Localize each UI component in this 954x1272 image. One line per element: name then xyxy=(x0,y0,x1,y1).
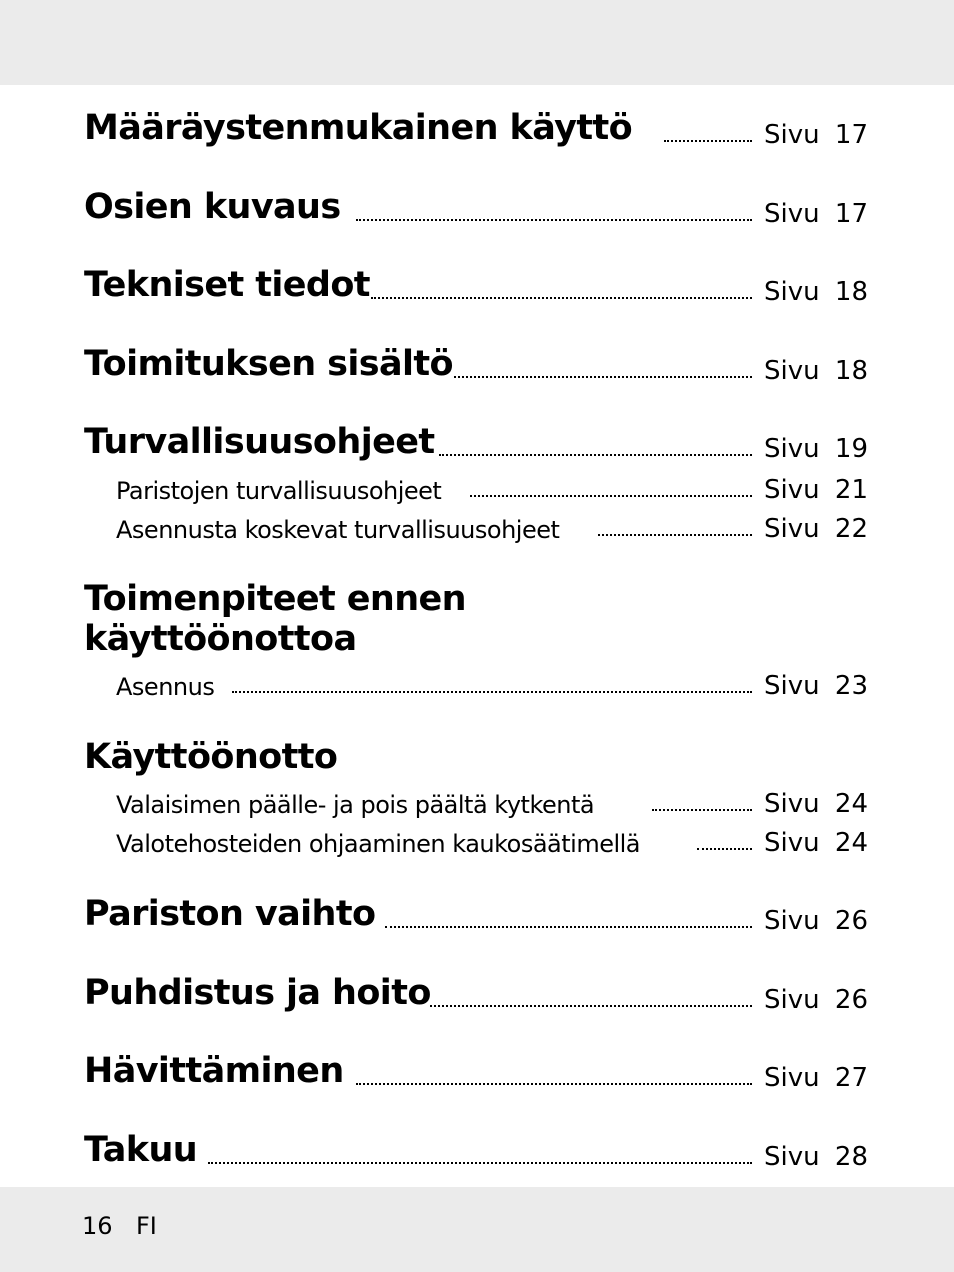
page-label: Sivu xyxy=(764,906,820,936)
dot-leader xyxy=(356,219,752,221)
dot-leader xyxy=(697,848,752,850)
dot-leader xyxy=(454,376,752,378)
dot-leader xyxy=(470,495,752,497)
toc-entry-title: Turvallisuusohjeet xyxy=(84,422,435,462)
footer-language: FI xyxy=(136,1212,157,1240)
toc-subentry[interactable] xyxy=(0,777,954,821)
toc-page-number: 18 xyxy=(834,356,868,386)
toc-subentry[interactable] xyxy=(0,463,954,507)
header-band xyxy=(0,0,954,85)
page-label: Sivu xyxy=(764,1142,820,1172)
dot-leader xyxy=(356,1083,752,1085)
toc-page-number: 24 xyxy=(834,789,868,819)
toc-entry-title: Osien kuvaus xyxy=(84,187,341,227)
dot-leader xyxy=(439,454,752,456)
footer-page-number: 16 xyxy=(82,1212,113,1240)
toc-entry-title: Hävittäminen xyxy=(84,1051,344,1091)
page-label: Sivu xyxy=(764,434,820,464)
toc-entry-title: Toimituksen sisältö xyxy=(84,344,453,384)
toc-page-number: 21 xyxy=(834,475,868,505)
dot-leader xyxy=(385,926,752,928)
toc-page-number: 27 xyxy=(834,1063,868,1093)
toc-entry-title: Takuu xyxy=(84,1130,198,1170)
toc-entry[interactable] xyxy=(0,422,954,466)
toc-subentry-title: Valotehosteiden ohjaaminen kaukosäätimellä xyxy=(116,830,641,858)
toc-page-number: 26 xyxy=(834,906,868,936)
page-label: Sivu xyxy=(764,199,820,229)
dot-leader xyxy=(371,297,752,299)
toc-entry[interactable] xyxy=(0,265,954,309)
toc-page-number: 17 xyxy=(834,199,868,229)
toc-subentry[interactable] xyxy=(0,659,954,703)
dot-leader xyxy=(664,140,752,142)
toc-subentry[interactable] xyxy=(0,502,954,546)
toc-subentry-title: Asennus xyxy=(116,673,215,701)
toc-page-number: 23 xyxy=(834,671,868,701)
page-label: Sivu xyxy=(764,475,820,505)
toc-subentry[interactable] xyxy=(0,816,954,860)
toc-heading[interactable]: Toimenpiteet ennen xyxy=(84,579,466,619)
page-label: Sivu xyxy=(764,671,820,701)
toc-entry-title: Määräystenmukainen käyttö xyxy=(84,108,633,148)
toc-entry[interactable] xyxy=(0,973,954,1017)
toc-heading[interactable]: käyttöönottoa xyxy=(84,619,357,659)
toc-entry[interactable] xyxy=(0,187,954,231)
toc-entry[interactable] xyxy=(0,108,954,152)
toc-page-number: 18 xyxy=(834,277,868,307)
toc-subentry-title: Valaisimen päälle- ja pois päältä kytkentä xyxy=(116,791,595,819)
toc-page-number: 24 xyxy=(834,828,868,858)
toc-entry[interactable] xyxy=(0,894,954,938)
page-label: Sivu xyxy=(764,120,820,150)
page-label: Sivu xyxy=(764,985,820,1015)
toc-subentry-title: Paristojen turvallisuusohjeet xyxy=(116,477,442,505)
page-label: Sivu xyxy=(764,356,820,386)
page-label: Sivu xyxy=(764,1063,820,1093)
page-label: Sivu xyxy=(764,514,820,544)
dot-leader xyxy=(652,809,752,811)
dot-leader xyxy=(598,534,752,536)
toc-entry-title: Pariston vaihto xyxy=(84,894,376,934)
toc-page-number: 26 xyxy=(834,985,868,1015)
dot-leader xyxy=(232,691,752,693)
dot-leader xyxy=(208,1162,752,1164)
toc-page-number: 22 xyxy=(834,514,868,544)
page-label: Sivu xyxy=(764,277,820,307)
toc-entry[interactable] xyxy=(0,344,954,388)
toc-heading[interactable]: Käyttöönotto xyxy=(84,737,338,777)
toc-entry[interactable] xyxy=(0,1051,954,1095)
toc-page-number: 17 xyxy=(834,120,868,150)
toc-page-number: 19 xyxy=(834,434,868,464)
page-label: Sivu xyxy=(764,789,820,819)
toc-entry[interactable] xyxy=(0,1130,954,1174)
page-label: Sivu xyxy=(764,828,820,858)
toc-subentry-title: Asennusta koskevat turvallisuusohjeet xyxy=(116,516,560,544)
toc-entry-title: Puhdistus ja hoito xyxy=(84,973,431,1013)
dot-leader xyxy=(430,1005,752,1007)
toc-entry-title: Tekniset tiedot xyxy=(84,265,370,305)
toc-page-number: 28 xyxy=(834,1142,868,1172)
